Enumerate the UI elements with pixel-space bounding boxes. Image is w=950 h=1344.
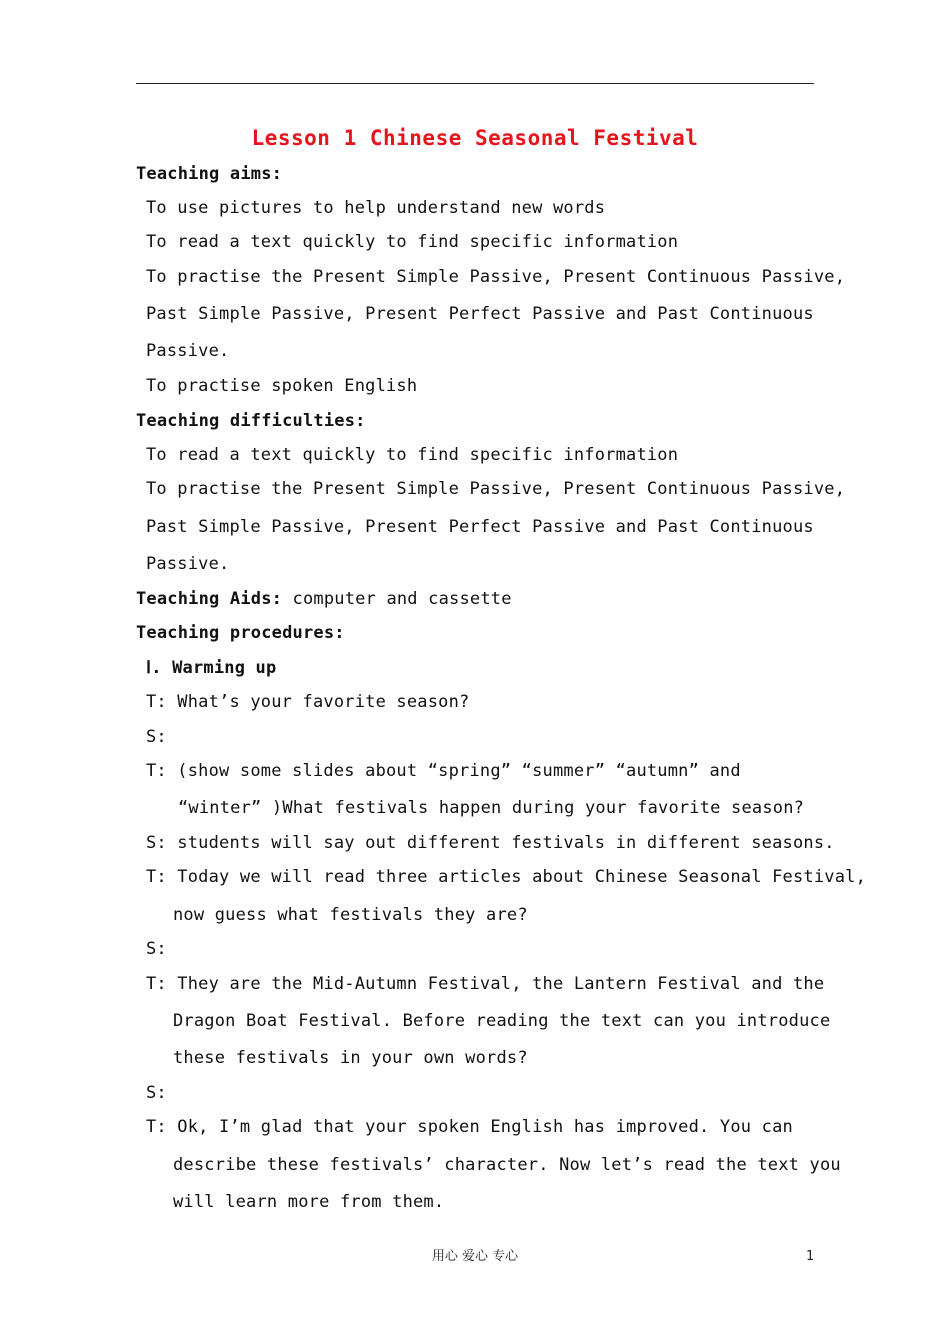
footer-text: 用心 爱心 专心 [431,1249,519,1264]
dialogue-line: T: What’s your favorite season? [146,692,470,712]
aids-heading: Teaching Aids: [136,589,283,609]
page-title: Lesson 1 Chinese Seasonal Festival [251,126,699,150]
difficulties-item: To read a text quickly to find specific information [146,445,679,465]
dialogue-line: Dragon Boat Festival. Before reading the text can you introduce [173,1011,831,1031]
aims-item: To practise the Present Simple Passive, Present Continuous Passive, [146,267,846,287]
dialogue-line: S: students will say out different festivals in different seasons. [146,833,835,853]
aims-item: Passive. [146,341,230,361]
dialogue-line: “winter” )What festivals happen during your favorite season? [178,798,805,818]
dialogue-line: T: (show some slides about “spring” “summer” “autumn” and [146,761,741,781]
difficulties-item: To practise the Present Simple Passive, Present Continuous Passive, [146,479,846,499]
aims-item: To use pictures to help understand new words [146,198,606,218]
aids-text: computer and cassette [282,589,512,609]
dialogue-line: describe these festivals’ character. Now let’s read the text you [173,1155,841,1175]
aims-item: Past Simple Passive, Present Perfect Passive and Past Continuous [146,304,814,324]
aims-item: To practise spoken English [146,376,418,396]
dialogue-line: these festivals in your own words? [173,1048,528,1068]
dialogue-line: T: Ok, I’m glad that your spoken English has improved. You can [146,1117,793,1137]
difficulties-heading: Teaching difficulties: [136,411,366,431]
dialogue-line: T: They are the Mid-Autumn Festival, the Lantern Festival and the [146,974,825,994]
header-rule [136,83,814,84]
dialogue-line: will learn more from them. [173,1192,445,1212]
page-number: 1 [806,1249,815,1264]
aids-line [136,589,512,609]
aims-item: To read a text quickly to find specific information [146,232,679,252]
dialogue-line: now guess what festivals they are? [173,905,528,925]
section-heading-warming-up: Ⅰ. Warming up [146,658,277,678]
dialogue-line: T: Today we will read three articles about Chinese Seasonal Festival, [146,867,867,887]
procedures-heading: Teaching procedures: [136,623,345,643]
aims-heading: Teaching aims: [136,164,283,184]
difficulties-item: Passive. [146,554,230,574]
dialogue-line: S: [146,727,167,747]
dialogue-line: S: [146,1083,167,1103]
dialogue-line: S: [146,939,167,959]
difficulties-item: Past Simple Passive, Present Perfect Passive and Past Continuous [146,517,814,537]
